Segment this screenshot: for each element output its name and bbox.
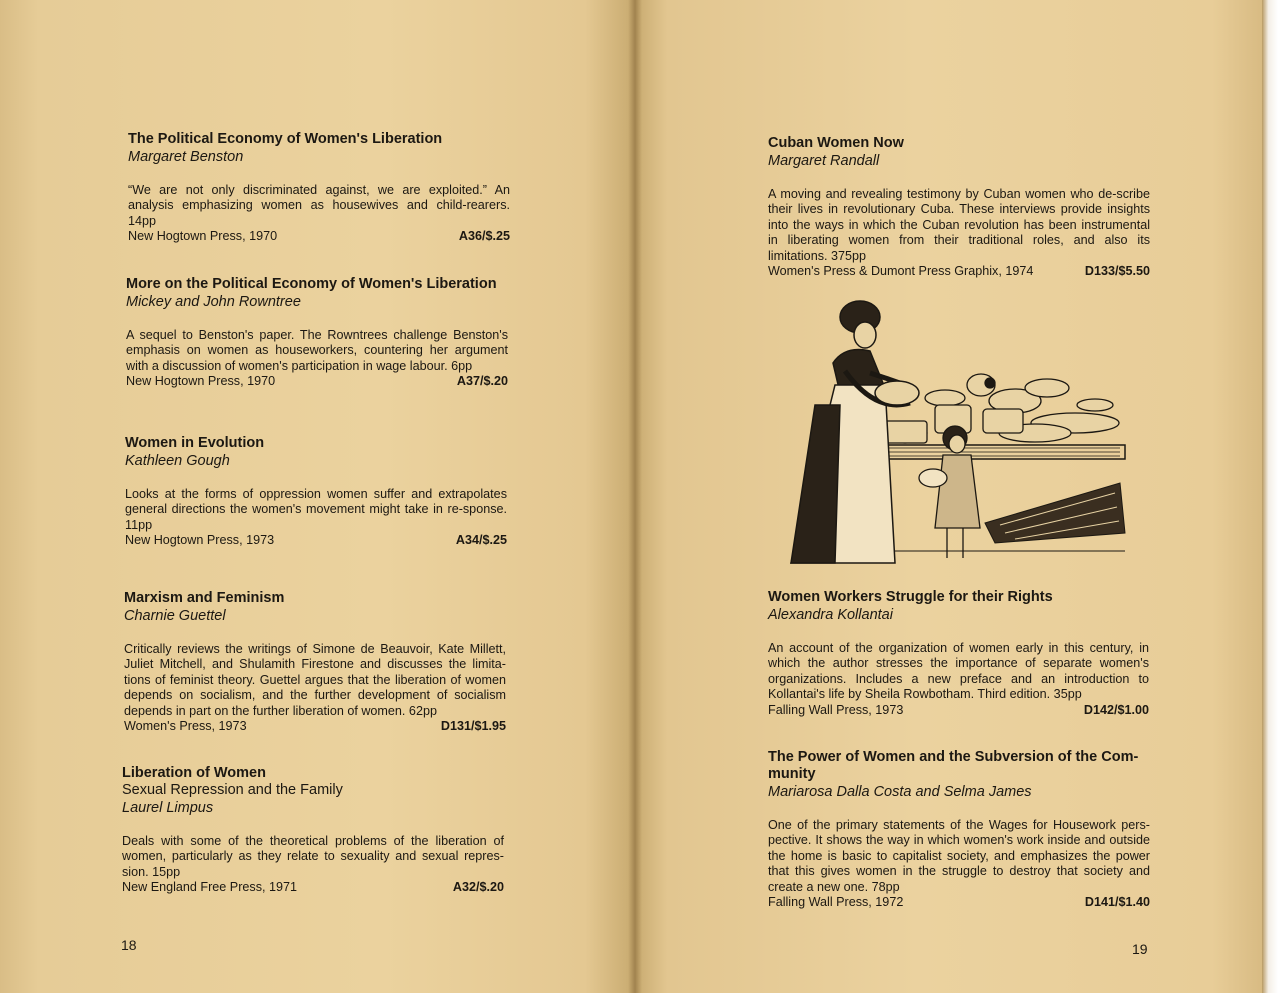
page-number-left: 18 <box>121 937 137 953</box>
entry-title: Liberation of Women <box>122 765 266 781</box>
entry-description: A moving and revealing testimony by Cuban women who de-scribe their lives in revolutionary Cuba. These interviews provide insights into the ways in which the Cuban revolution has been instrumental in liberating women from their traditional roles, and also its limitations. 375pp <box>768 187 1150 263</box>
page-number-right: 19 <box>1132 941 1148 957</box>
entry-order-code: D142/$1.00 <box>1083 702 1149 717</box>
entry-description: Deals with some of the theoretical problems of the liberation of women, particularly as they relate to sexuality and sexual repres-sion. 15pp <box>122 834 504 879</box>
catalog-entry <box>124 590 506 734</box>
catalog-entry <box>126 276 508 389</box>
entry-publisher-row <box>122 880 504 895</box>
catalog-entry <box>122 765 504 895</box>
entry-title: Cuban Women Now <box>768 135 904 151</box>
entry-description: One of the primary statements of the Wages for Housework pers-pective. It shows the way in which women's work inside and outside the home is basic to capitalist society, and emphasizes the power that this gives women in the struggle to destroy that society and create a new one. 78pp <box>768 818 1150 894</box>
entry-title: Women in Evolution <box>125 435 265 451</box>
entry-publisher: Women's Press, 1973 <box>124 719 247 734</box>
entry-publisher: Falling Wall Press, 1973 <box>768 702 904 717</box>
catalog-entry <box>768 749 1150 910</box>
firewood-pile <box>985 483 1125 543</box>
entry-publisher: New England Free Press, 1971 <box>122 880 298 895</box>
woman-washing-dishes-illustration <box>785 293 1130 573</box>
entry-description: A sequel to Benston's paper. The Rowntrees challenge Benston's emphasis on women as houseworkers, countering her argument with a discussion of women's participation in wage labour. 6pp <box>126 328 508 373</box>
entry-publisher-row <box>126 374 508 389</box>
catalog-entry <box>768 589 1149 718</box>
entry-publisher-row <box>125 533 507 548</box>
counter-hatching <box>870 448 1120 456</box>
entry-order-code: A36/$.25 <box>458 229 510 244</box>
entry-publisher-row <box>124 719 506 734</box>
entry-publisher-row <box>768 703 1149 718</box>
entry-author: Laurel Limpus <box>122 800 214 816</box>
entry-order-code: A37/$.20 <box>456 374 508 389</box>
catalog-entry <box>128 131 510 244</box>
entry-title: More on the Political Economy of Women's Liberation <box>126 276 497 292</box>
child-figure <box>919 426 980 558</box>
entry-author: Margaret Benston <box>128 149 244 165</box>
entry-author: Mickey and John Rowntree <box>126 294 301 310</box>
entry-description: “We are not only discriminated against, we are exploited.” An analysis emphasizing women as housewives and child-rearers. 14pp <box>128 183 510 228</box>
page-edge <box>1262 0 1278 993</box>
page-gutter <box>628 0 642 993</box>
entry-order-code: D141/$1.40 <box>1084 895 1150 910</box>
entry-description: An account of the organization of women early in this century, in which the author stresses the importance of separate women's organizations. Includes a new preface and an introduction to Kollantai's life by Sheila Rowbotham. Third edition. 35pp <box>768 641 1149 702</box>
entry-title: The Power of Women and the Subversion of the Com-munity <box>768 749 1139 782</box>
entry-order-code: A34/$.25 <box>455 533 507 548</box>
entry-author: Kathleen Gough <box>125 453 230 469</box>
entry-description: Looks at the forms of oppression women suffer and extrapolates general directions the women's movement might take in re-sponse. 11pp <box>125 487 507 532</box>
entry-subtitle: Sexual Repression and the Family <box>122 782 343 798</box>
entry-publisher: New Hogtown Press, 1970 <box>128 229 278 244</box>
entry-publisher: New Hogtown Press, 1970 <box>126 374 276 389</box>
catalog-entry <box>125 435 507 548</box>
entry-title: The Political Economy of Women's Liberation <box>128 131 443 147</box>
entry-title: Marxism and Feminism <box>124 590 285 606</box>
entry-publisher: New Hogtown Press, 1973 <box>125 533 275 548</box>
catalog-entry <box>768 135 1150 279</box>
entry-publisher: Falling Wall Press, 1972 <box>768 895 904 910</box>
entry-publisher-row <box>128 229 510 244</box>
entry-description: Critically reviews the writings of Simone de Beauvoir, Kate Millett, Juliet Mitchell, and Shulamith Firestone and discusses the limita-tions of feminist theory. Guettel argues that the liberation of women depends on socialism, and the further development of socialism depends in part on the further liberation of women. 62pp <box>124 642 506 718</box>
entry-publisher: Women's Press & Dumont Press Graphix, 1974 <box>768 264 1034 279</box>
entry-publisher-row <box>768 264 1150 279</box>
entry-author: Charnie Guettel <box>124 608 226 624</box>
pile-of-dishes <box>883 374 1119 443</box>
entry-author: Alexandra Kollantai <box>768 607 893 623</box>
entry-author: Mariarosa Dalla Costa and Selma James <box>768 784 1032 800</box>
entry-order-code: D131/$1.95 <box>440 719 506 734</box>
entry-order-code: A32/$.20 <box>452 880 504 895</box>
entry-title: Women Workers Struggle for their Rights <box>768 589 1053 605</box>
entry-order-code: D133/$5.50 <box>1084 264 1150 279</box>
entry-publisher-row <box>768 895 1150 910</box>
entry-author: Margaret Randall <box>768 153 880 169</box>
